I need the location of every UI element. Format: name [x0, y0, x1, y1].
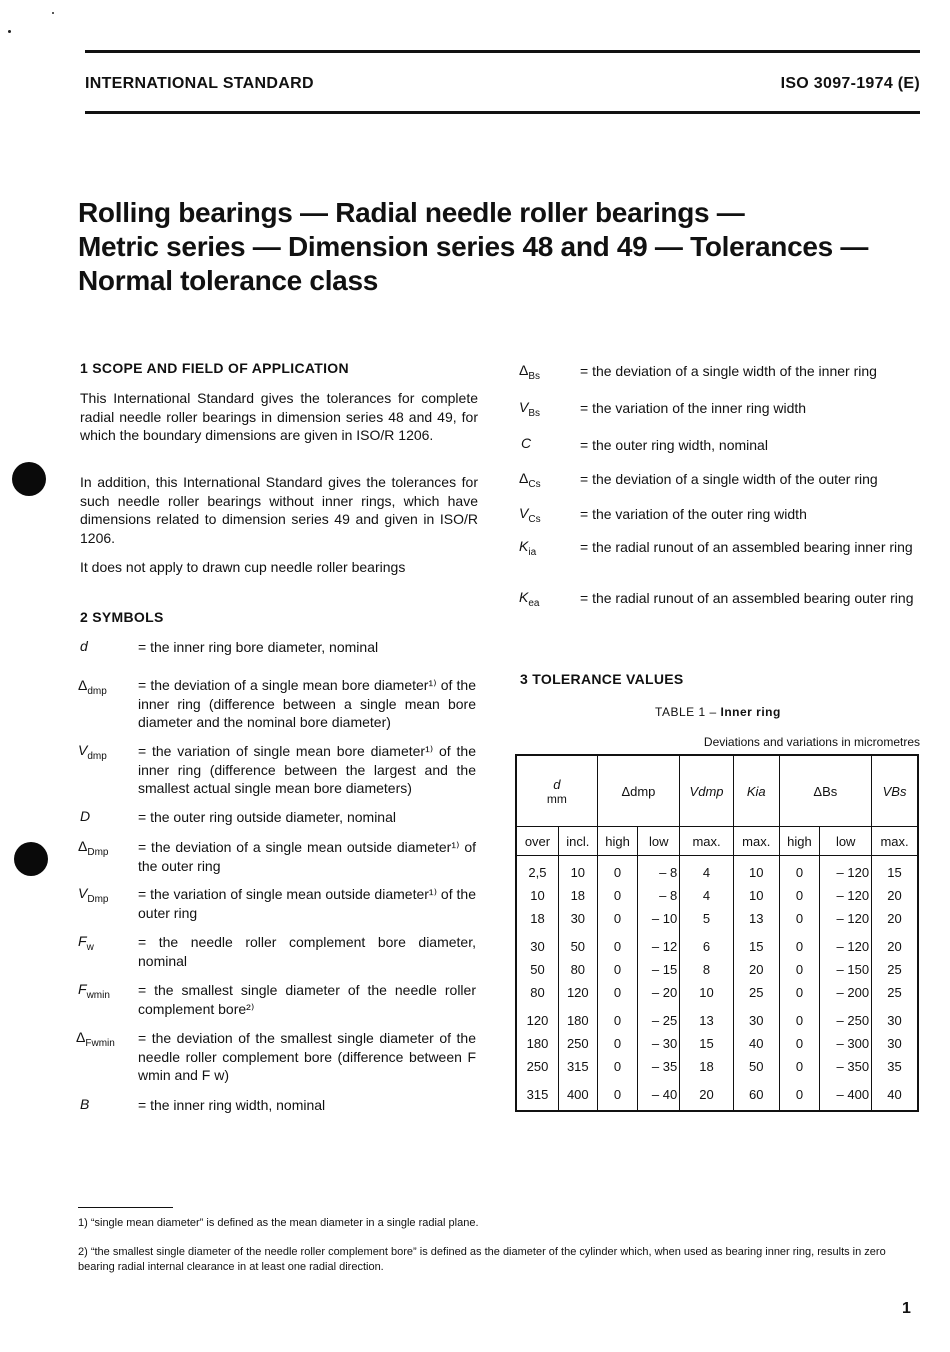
cell-vdmp: 13 — [680, 1004, 734, 1032]
cell-vdmp: 8 — [680, 958, 734, 981]
table-row — [516, 981, 918, 1004]
cell-incl: 80 — [558, 958, 597, 981]
cell-dmp-high: 0 — [597, 1055, 638, 1078]
symbol: $\Delta_{Cs}$ — [519, 470, 541, 490]
cell-vbs: 30 — [872, 1032, 918, 1055]
col-group-delta-bs: ΔBs — [779, 755, 871, 827]
symbol: $\Delta_{Dmp}$ — [78, 838, 109, 858]
cell-kia: 15 — [733, 930, 779, 958]
cell-over: 18 — [516, 907, 558, 930]
table-units-note: Deviations and variations in micrometres — [703, 735, 920, 749]
cell-dmp-high: 0 — [597, 907, 638, 930]
symbol-definition: = the deviation of the smallest single diameter of the needle roller complement bore (difference between F wmin and F w) — [138, 1030, 476, 1083]
cell-kia: 40 — [733, 1032, 779, 1055]
cell-vbs: 20 — [872, 884, 918, 907]
subheader: incl. — [558, 827, 597, 856]
cell-dmp-low: – 8 — [638, 856, 680, 885]
cell-vdmp: 4 — [680, 884, 734, 907]
cell-vdmp: 5 — [680, 907, 734, 930]
symbol-definition: = the inner ring bore diameter, nominal — [138, 639, 379, 655]
cell-dmp-high: 0 — [597, 1032, 638, 1055]
cell-bs-low: – 400 — [820, 1078, 872, 1111]
document-title — [78, 196, 918, 298]
cell-dmp-low: – 12 — [638, 930, 680, 958]
cell-bs-low: – 120 — [820, 907, 872, 930]
table-row — [516, 1004, 918, 1032]
col-group-d — [516, 755, 597, 827]
cell-bs-high: 0 — [779, 884, 820, 907]
symbol-definition: = the deviation of a single mean bore diameter¹⁾ of the inner ring (difference between a single mean bore diameter and the nominal bore diameter) — [138, 677, 476, 730]
cell-dmp-high: 0 — [597, 884, 638, 907]
section-2-heading: 2 SYMBOLS — [80, 609, 164, 625]
symbol-definition: = the outer ring outside diameter, nominal — [138, 809, 396, 825]
header-mm: mm — [546, 791, 567, 806]
cell-kia: 13 — [733, 907, 779, 930]
symbol: $\Delta_{Bs}$ — [519, 362, 541, 382]
table-caption-prefix: TABLE 1 – — [655, 705, 721, 719]
table-row — [516, 884, 918, 907]
cell-incl: 180 — [558, 1004, 597, 1032]
subheader: max. — [872, 827, 918, 856]
cell-dmp-low: – 20 — [638, 981, 680, 1004]
cell-vbs: 25 — [872, 958, 918, 981]
cell-bs-low: – 250 — [820, 1004, 872, 1032]
cell-bs-high: 0 — [779, 958, 820, 981]
cell-vdmp: 4 — [680, 856, 734, 885]
subheader: max. — [680, 827, 734, 856]
table-row — [516, 1055, 918, 1078]
symbol-definition: = the variation of single mean bore diameter¹⁾ of the inner ring (difference between the largest and the smallest actual single mean bore diameters) — [138, 743, 476, 796]
cell-bs-high: 0 — [779, 930, 820, 958]
cell-bs-low: – 300 — [820, 1032, 872, 1055]
cell-over: 2,5 — [516, 856, 558, 885]
symbol-definition: = the needle roller complement bore diameter, nominal — [138, 934, 476, 969]
header-left: INTERNATIONAL STANDARD — [85, 75, 314, 92]
symbol-definition: = the inner ring width, nominal — [138, 1097, 326, 1113]
symbol: $\Delta_{Fwmin}$ — [76, 1029, 115, 1049]
subheader: high — [779, 827, 820, 856]
scope-paragraph: This International Standard gives the tolerances for complete radial needle roller bearings in dimension series 48 and 49, for which the boundary dimensions are given in ISO/R 1206. — [80, 390, 478, 443]
cell-dmp-high: 0 — [597, 1078, 638, 1111]
cell-bs-low: – 150 — [820, 958, 872, 981]
cell-kia: 60 — [733, 1078, 779, 1111]
cell-over: 120 — [516, 1004, 558, 1032]
cell-dmp-low: – 15 — [638, 958, 680, 981]
symbol: $F_w$ — [78, 933, 94, 953]
cell-bs-low: – 120 — [820, 884, 872, 907]
cell-bs-high: 0 — [779, 981, 820, 1004]
cell-vdmp: 10 — [680, 981, 734, 1004]
cell-kia: 20 — [733, 958, 779, 981]
subheader: low — [638, 827, 680, 856]
cell-incl: 400 — [558, 1078, 597, 1111]
punch-hole — [14, 842, 48, 876]
cell-vdmp: 15 — [680, 1032, 734, 1055]
cell-bs-low: – 350 — [820, 1055, 872, 1078]
symbol: $K_{ea}$ — [519, 589, 540, 609]
subheader: max. — [733, 827, 779, 856]
symbol: d — [80, 638, 88, 654]
cell-incl: 10 — [558, 856, 597, 885]
cell-vbs: 25 — [872, 981, 918, 1004]
scan-speck — [8, 30, 11, 33]
cell-kia: 50 — [733, 1055, 779, 1078]
footnote-rule — [78, 1207, 173, 1208]
cell-incl: 30 — [558, 907, 597, 930]
cell-dmp-high: 0 — [597, 930, 638, 958]
section-1-heading: 1 SCOPE AND FIELD OF APPLICATION — [80, 360, 349, 376]
cell-vbs: 20 — [872, 907, 918, 930]
cell-vbs: 20 — [872, 930, 918, 958]
cell-incl: 250 — [558, 1032, 597, 1055]
cell-over: 315 — [516, 1078, 558, 1111]
cell-dmp-low: – 35 — [638, 1055, 680, 1078]
symbol-definition: = the variation of single mean outside diameter¹⁾ of the outer ring — [138, 886, 476, 921]
cell-bs-high: 0 — [779, 856, 820, 885]
cell-dmp-high: 0 — [597, 1004, 638, 1032]
footnote-2: 2) “the smallest single diameter of the needle roller complement bore” is defined as the diameter of the cylinder which, when used as bearing inner ring, results in zero bearing radial internal clearance in at least one radial direction. — [78, 1246, 886, 1273]
top-rule — [85, 50, 920, 53]
cell-dmp-high: 0 — [597, 981, 638, 1004]
cell-vdmp: 6 — [680, 930, 734, 958]
table-row — [516, 907, 918, 930]
symbol-definition: = the smallest single diameter of the needle roller complement bore²⁾ — [138, 982, 476, 1017]
cell-dmp-low: – 30 — [638, 1032, 680, 1055]
cell-dmp-high: 0 — [597, 958, 638, 981]
cell-incl: 315 — [558, 1055, 597, 1078]
cell-bs-low: – 200 — [820, 981, 872, 1004]
cell-kia: 10 — [733, 856, 779, 885]
cell-vbs: 35 — [872, 1055, 918, 1078]
table-caption-title: Inner ring — [720, 705, 781, 719]
symbol: $K_{ia}$ — [519, 538, 537, 558]
col-group-v-bs: VBs — [872, 755, 918, 827]
col-group-v-dmp: Vdmp — [680, 755, 734, 827]
section-3-heading: 3 TOLERANCE VALUES — [520, 671, 684, 687]
table-row — [516, 1032, 918, 1055]
cell-incl: 120 — [558, 981, 597, 1004]
cell-vbs: 30 — [872, 1004, 918, 1032]
footnote-1: 1) “single mean diameter” is defined as the mean diameter in a single radial plane. — [78, 1217, 479, 1229]
symbol: $V_{dmp}$ — [78, 742, 107, 762]
cell-dmp-low: – 40 — [638, 1078, 680, 1111]
cell-over: 10 — [516, 884, 558, 907]
col-group-delta-dmp: Δdmp — [597, 755, 680, 827]
table-row — [516, 930, 918, 958]
cell-over: 50 — [516, 958, 558, 981]
tolerance-table — [515, 754, 919, 1112]
cell-vbs: 40 — [872, 1078, 918, 1111]
header-d: d — [553, 776, 561, 792]
subheader: over — [516, 827, 558, 856]
symbol: B — [80, 1096, 90, 1112]
cell-vbs: 15 — [872, 856, 918, 885]
symbol: $F_{wmin}$ — [78, 981, 110, 1001]
cell-over: 250 — [516, 1055, 558, 1078]
title-line: Normal tolerance class — [78, 265, 378, 296]
subheader: low — [820, 827, 872, 856]
cell-dmp-high: 0 — [597, 856, 638, 885]
table-row — [516, 958, 918, 981]
cell-bs-high: 0 — [779, 1004, 820, 1032]
cell-over: 180 — [516, 1032, 558, 1055]
title-line: Rolling bearings — Radial needle roller bearings — — [78, 197, 745, 228]
symbol-definition: = the radial runout of an assembled bearing inner ring — [580, 539, 913, 555]
header-rule — [85, 111, 920, 114]
cell-incl: 50 — [558, 930, 597, 958]
scan-speck — [52, 12, 54, 14]
symbol-definition: = the deviation of a single width of the inner ring — [580, 363, 877, 379]
cell-kia: 10 — [733, 884, 779, 907]
symbol-definition: = the variation of the inner ring width — [580, 400, 807, 416]
cell-bs-high: 0 — [779, 1032, 820, 1055]
title-line: Metric series — Dimension series 48 and 49 — Tolerances — — [78, 231, 869, 262]
symbol-definition: = the radial runout of an assembled bearing outer ring — [580, 590, 914, 606]
symbol-definition: = the variation of the outer ring width — [580, 506, 807, 522]
symbol: $V_{Cs}$ — [519, 505, 541, 525]
header-right: ISO 3097-1974 (E) — [780, 75, 920, 92]
cell-bs-high: 0 — [779, 1055, 820, 1078]
punch-hole — [12, 462, 46, 496]
symbol-definition: = the deviation of a single mean outside diameter¹⁾ of the outer ring — [138, 839, 476, 874]
subheader: high — [597, 827, 638, 856]
cell-vdmp: 20 — [680, 1078, 734, 1111]
cell-kia: 25 — [733, 981, 779, 1004]
cell-over: 80 — [516, 981, 558, 1004]
table-row — [516, 1078, 918, 1111]
symbol: $\Delta_{dmp}$ — [78, 677, 107, 697]
cell-kia: 30 — [733, 1004, 779, 1032]
cell-bs-high: 0 — [779, 1078, 820, 1111]
table-caption — [655, 705, 781, 719]
page-number: 1 — [902, 1300, 911, 1317]
cell-bs-high: 0 — [779, 907, 820, 930]
cell-vdmp: 18 — [680, 1055, 734, 1078]
symbol: $V_{Dmp}$ — [78, 885, 109, 905]
cell-dmp-low: – 8 — [638, 884, 680, 907]
cell-dmp-low: – 10 — [638, 907, 680, 930]
symbol: $V_{Bs}$ — [519, 399, 541, 419]
scope-paragraph: In addition, this International Standard gives the tolerances for such needle roller bearings without inner rings, which have dimensions related to dimension series 49 and given in ISO/R 1206. — [80, 474, 478, 546]
cell-over: 30 — [516, 930, 558, 958]
cell-incl: 18 — [558, 884, 597, 907]
cell-bs-low: – 120 — [820, 930, 872, 958]
symbol: D — [80, 808, 91, 824]
table-row — [516, 856, 918, 885]
scope-paragraph: It does not apply to drawn cup needle roller bearings — [80, 559, 406, 575]
cell-dmp-low: – 25 — [638, 1004, 680, 1032]
cell-bs-low: – 120 — [820, 856, 872, 885]
symbol-definition: = the outer ring width, nominal — [580, 437, 768, 453]
symbol: C — [521, 435, 532, 451]
symbol-definition: = the deviation of a single width of the outer ring — [580, 471, 878, 487]
col-group-k-ia: Kia — [733, 755, 779, 827]
